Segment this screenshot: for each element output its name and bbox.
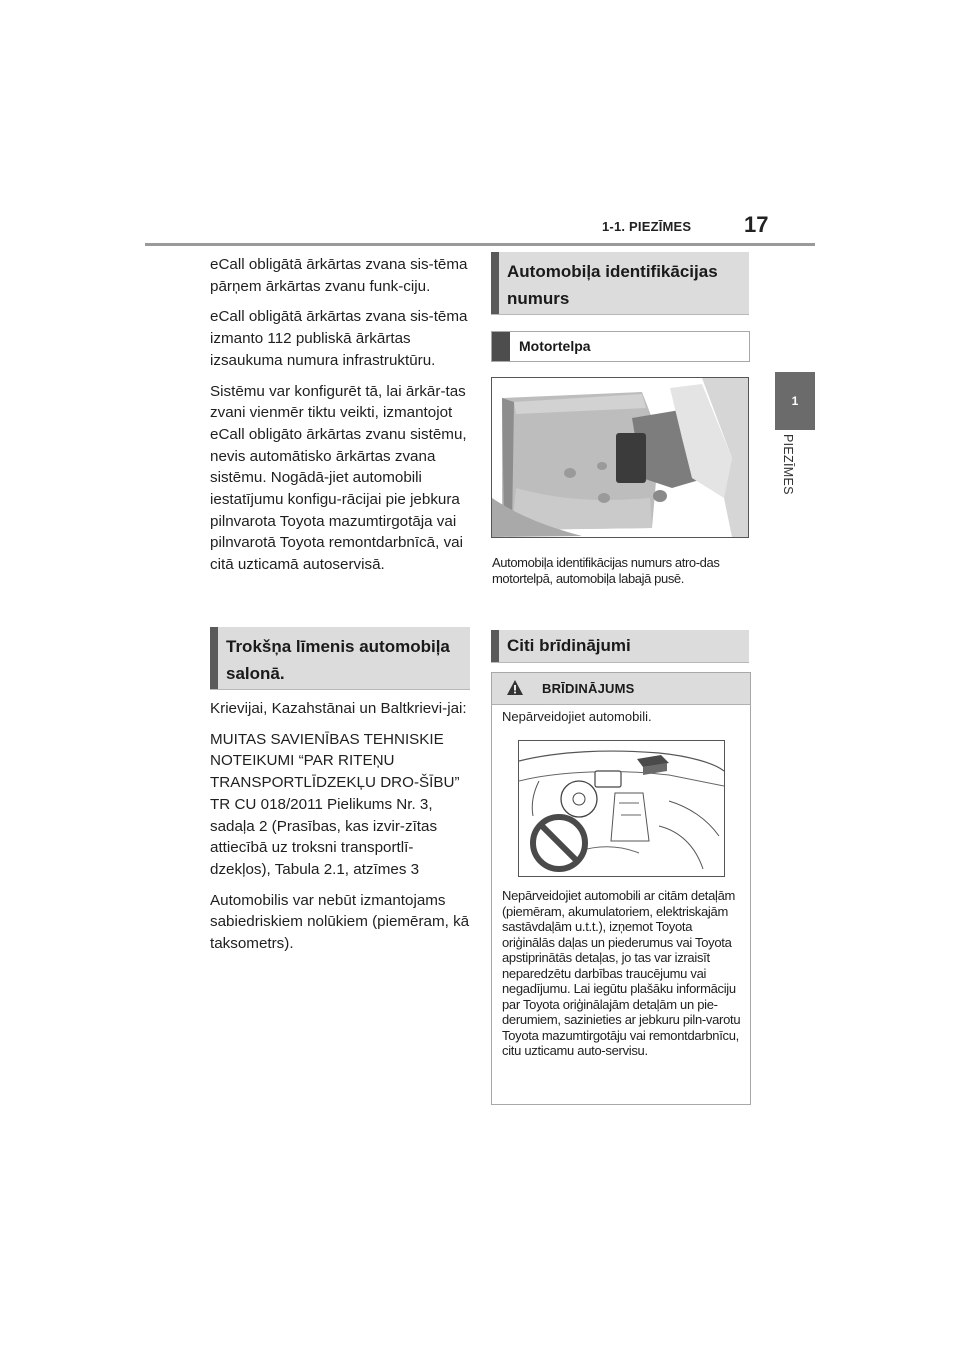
car-interior-illustration <box>519 741 724 876</box>
section-title: 1-1. PIEZĪMES <box>602 219 692 234</box>
vin-heading <box>491 252 749 315</box>
warning-header <box>492 673 750 705</box>
heading-accent-bar <box>210 627 218 689</box>
subheading-text: Motortelpa <box>519 338 591 354</box>
interior-modification-image <box>518 740 725 877</box>
engine-compartment-caption: Automobiļa identifikācijas numurs atro-das motortelpā, automobiļa labajā pusē. <box>492 555 720 586</box>
paragraph-regions: Krievijai, Kazahstānai un Baltkrievi-jai: <box>210 700 467 717</box>
engine-compartment-image <box>491 377 749 538</box>
warning-box <box>491 672 751 1105</box>
left-column <box>210 254 470 585</box>
heading-accent-bar <box>491 252 499 314</box>
heading-accent-bar <box>491 630 499 662</box>
warning-body: Nepārveidojiet automobili ar citām detaļām (piemēram, akumulatoriem, elektriskajām sastāvdaļām u.t.t.), izņemot Toyota oriģinālās daļas un piederumus vai Toyota apstiprinātās detaļas, jo tas var izraisīt neparedzētu darbības traucējumu vai negadījumu. Lai iegūtu plašāku informāciju par Toyota oriģinālajām detaļām un pie-derumiem, sazinieties ar jebkuru piln-varotu Toyota mazumtirgotāju vai remontdarbnīcu, citu uzticamu auto-servisu. <box>502 888 741 1058</box>
page-number: 17 <box>744 212 769 237</box>
chapter-tab <box>775 372 815 430</box>
header-divider <box>145 243 815 246</box>
paragraph-ecall-2: eCall obligātā ārkārtas zvana sis-tēma izmanto 112 publiskā ārkārtas izsaukuma numura infrastruktūru. <box>210 308 468 369</box>
paragraph-ecall-1: eCall obligātā ārkārtas zvana sis-tēma pārņem ārkārtas zvanu funk-ciju. <box>210 256 468 295</box>
paragraph-ecall-3: Sistēmu var konfigurēt tā, lai ārkār-tas zvani vienmēr tiktu veikti, izmantojot eCall obligāto ārkārtas zvanu sistēmu, nevis automātisko ārkārtas zvana sistēmu. Nogādā-jiet automobili iestatījumu konfigu-rācijai pie jebkura pilnvarota Toyota mazumtirgotāja vai pilnvarotā Toyota remontdarbnīcā, vai citā uzticamā autoservisā. <box>210 382 467 574</box>
engine-compartment-illustration <box>492 378 748 537</box>
warning-line-1: Nepārveidojiet automobili. <box>502 709 652 724</box>
heading-text: Trokšņa līmenis automobiļa salonā. <box>226 637 450 683</box>
paragraph-taxi: Automobilis var nebūt izmantojams sabiedriskiem nolūkiem (piemēram, kā taksometrs). <box>210 891 470 953</box>
paragraph-regulation: MUITAS SAVIENĪBAS TEHNISKIE NOTEIKUMI “PAR RITEŅU TRANSPORTLĪDZEKĻU DRO-ŠĪBU” TR CU 018/2011 Pielikums Nr. 3, sadaļa 2 (Prasības, kas izvir-zītas attiecībā uz troksni transportlī-dzekļos), Tabula 2.1, atzīmes 3 <box>210 730 460 878</box>
left-column-lower <box>210 698 470 964</box>
other-warnings-heading <box>491 630 749 663</box>
noise-level-heading <box>210 627 470 690</box>
chapter-number: 1 <box>791 394 799 408</box>
heading-text: Citi brīdinājumi <box>507 636 631 655</box>
warning-title: BRĪDINĀJUMS <box>542 681 635 696</box>
subheading-accent-bar <box>492 332 510 361</box>
chapter-side-label-container <box>775 430 815 538</box>
warning-triangle-icon <box>506 679 524 696</box>
engine-compartment-subheading <box>491 331 750 362</box>
heading-text: Automobiļa identifikācijas numurs <box>507 262 718 308</box>
chapter-label: PIEZĪMES <box>781 434 795 495</box>
